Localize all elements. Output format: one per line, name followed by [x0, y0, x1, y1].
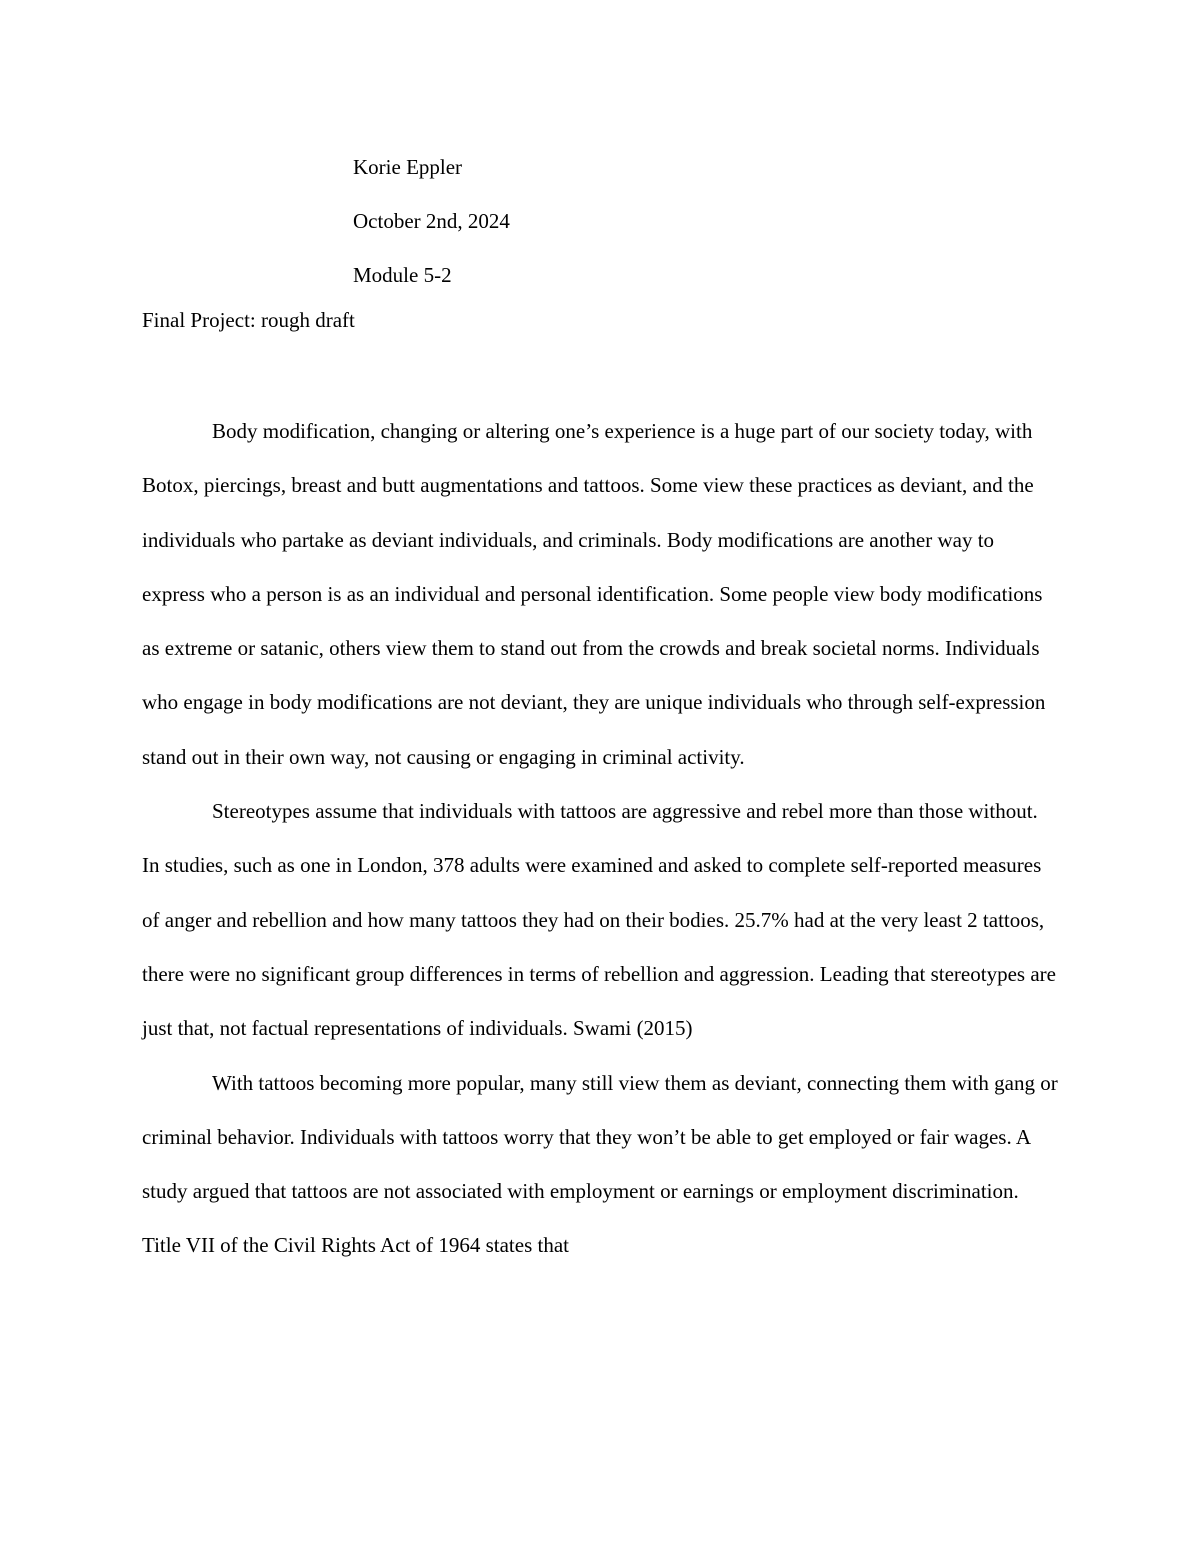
body-text	[142, 404, 1058, 1273]
author-name: Korie Eppler	[353, 155, 463, 179]
document-date: October 2nd, 2024	[353, 209, 510, 233]
module-label: Module 5-2	[353, 263, 452, 287]
paragraph: Stereotypes assume that individuals with tattoos are aggressive and rebel more than those without. In studies, such as one in London, 378 adults were examined and asked to complete self-reported measures of anger and rebellion and how many tattoos they had on their bodies. 25.7% had at the very least 2 tattoos, there were no significant group differences in terms of rebellion and aggression. Leading that stereotypes are just that, not factual representations of individuals. Swami (2015)	[142, 799, 1056, 1041]
paragraph: With tattoos becoming more popular, many still view them as deviant, connecting them with gang or criminal behavior. Individuals with tattoos worry that they won’t be able to get employed or fair wages. A study argued that tattoos are not associated with employment or earnings or employment discrimination. Title VII of the Civil Rights Act of 1964 states that	[142, 1070, 1058, 1258]
paragraph: Body modification, changing or altering one’s experience is a huge part of our society today, with Botox, piercings, breast and butt augmentations and tattoos. Some view these practices as deviant, and the individuals who partake as deviant individuals, and criminals. Body modifications are another way to express who a person is as an individual and personal identification. Some people view body modifications as extreme or satanic, others view them to stand out from the crowds and break societal norms. Individuals who engage in body modifications are not deviant, they are unique individuals who through self-expression stand out in their own way, not causing or engaging in criminal activity.	[142, 419, 1046, 769]
document-title: Final Project: rough draft	[142, 308, 355, 332]
header-block	[353, 140, 510, 302]
